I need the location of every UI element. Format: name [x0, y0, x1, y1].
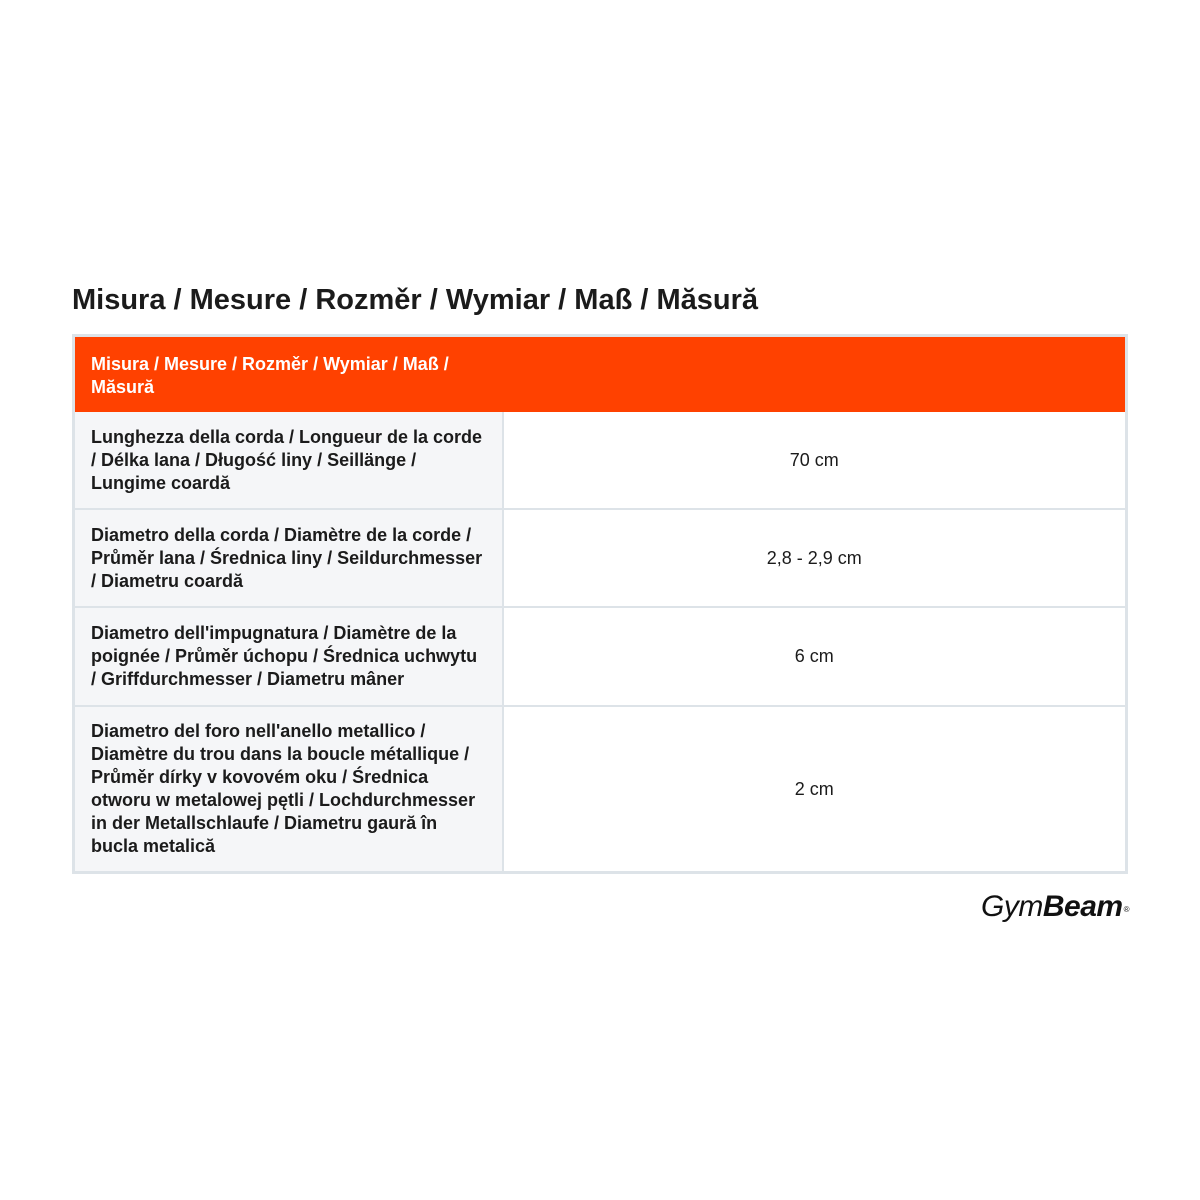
row-value: 6 cm [503, 607, 1127, 706]
logo-text-gym: Gym [981, 890, 1043, 923]
size-table [72, 334, 1128, 874]
table-header-empty-cell [503, 336, 1127, 413]
table-row [74, 412, 1127, 509]
table-row [74, 509, 1127, 607]
table-row [74, 706, 1127, 873]
table-header-row [74, 336, 1127, 413]
table-header-cell [74, 336, 503, 413]
row-label: Diametro della corda / Diamètre de la corde / Průměr lana / Średnica liny / Seildurchmesser / Diametru coardă [74, 509, 503, 607]
registered-mark: ® [1123, 905, 1129, 914]
logo-text-beam: Beam [1042, 890, 1123, 923]
row-value: 2 cm [503, 706, 1127, 873]
row-label: Diametro dell'impugnatura / Diamètre de la poignée / Průměr úchopu / Średnica uchwytu / Griffdurchmesser / Diametru mâner [74, 607, 503, 706]
page-title: Misura / Mesure / Rozměr / Wymiar / Maß / Măsură [72, 284, 759, 316]
row-label: Diametro del foro nell'anello metallico / Diamètre du trou dans la boucle métallique / Průměr dírky v kovovém oku / Średnica otworu w metalowej pętli / Lochdurchmesser in der Metallschlaufe / Diametru gaură în bucla metalică [74, 706, 503, 873]
row-label: Lunghezza della corda / Longueur de la corde / Délka lana / Długość liny / Seillänge / Lungime coardă [74, 412, 503, 509]
table-row [74, 607, 1127, 706]
gymbeam-logo [981, 890, 1128, 924]
row-value: 70 cm [503, 412, 1127, 509]
table-header-label: Misura / Mesure / Rozměr / Wymiar / Maß / Măsură [91, 353, 449, 397]
row-value: 2,8 - 2,9 cm [503, 509, 1127, 607]
